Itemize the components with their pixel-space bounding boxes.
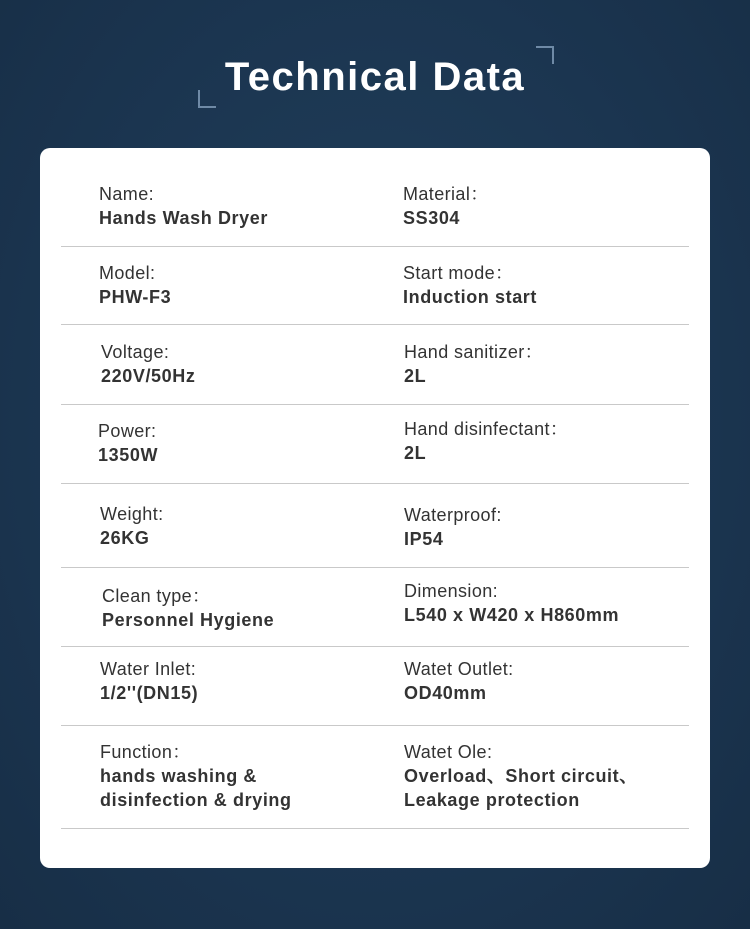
spec-function [100,740,292,812]
spec-name [99,182,268,230]
spec-material [403,182,489,230]
spec-value: hands washing & [100,766,258,786]
spec-label: Watet Ole: [404,742,493,762]
spec-value: disinfection & drying [100,790,292,810]
spec-value: 2L [404,366,427,386]
spec-label: Material： [403,184,489,204]
spec-value: 1350W [98,445,159,465]
spec-label: Water Inlet: [100,659,197,679]
spec-dimension [404,579,619,627]
spec-value: Overload、Short circuit、 [404,766,638,786]
spec-label: Hand sanitizer： [404,342,544,362]
spec-value: L540 x W420 x H860mm [404,605,620,625]
spec-row [61,568,689,647]
spec-value: 2L [404,443,427,463]
spec-label: Function： [100,742,191,762]
spec-row [61,405,689,484]
spec-row [61,726,689,829]
spec-value: Leakage protection [404,790,580,810]
spec-water-inlet [100,657,198,705]
spec-weight [100,502,164,550]
spec-voltage [101,340,195,388]
spec-card [40,148,710,868]
spec-value: Induction start [403,287,537,307]
spec-hand-disinfectant [404,417,568,465]
spec-label: Model: [99,263,156,283]
spec-row [61,325,689,405]
spec-value: PHW-F3 [99,287,172,307]
spec-value: 26KG [100,528,150,548]
spec-label: Start mode： [403,263,514,283]
spec-label: Hand disinfectant： [404,419,569,439]
spec-hand-sanitizer [404,340,543,388]
spec-value: 220V/50Hz [101,366,196,386]
spec-row [61,484,689,568]
spec-label: Power: [98,421,157,441]
spec-label: Dimension: [404,581,499,601]
spec-label: Waterproof: [404,505,502,525]
spec-model [99,261,171,309]
spec-value: 1/2''(DN15) [100,683,199,703]
page-title: Technical Data [224,55,526,99]
spec-row [61,148,689,247]
spec-value: OD40mm [404,683,487,703]
spec-value: Personnel Hygiene [102,610,275,630]
spec-label: Watet Outlet: [404,659,514,679]
spec-label: Weight: [100,504,164,524]
spec-clean-type [102,584,274,632]
spec-label: Name: [99,184,155,204]
spec-value: IP54 [404,529,444,549]
spec-start-mode [403,261,537,309]
spec-value: Hands Wash Dryer [99,208,268,228]
spec-row [61,246,689,325]
spec-label: Voltage: [101,342,170,362]
spec-label: Clean type： [102,586,211,606]
header [0,0,750,140]
spec-protection [404,740,638,812]
spec-power [98,419,158,467]
spec-water-outlet [404,657,514,705]
spec-row [61,647,689,726]
spec-waterproof [404,503,502,551]
spec-value: SS304 [403,208,461,228]
